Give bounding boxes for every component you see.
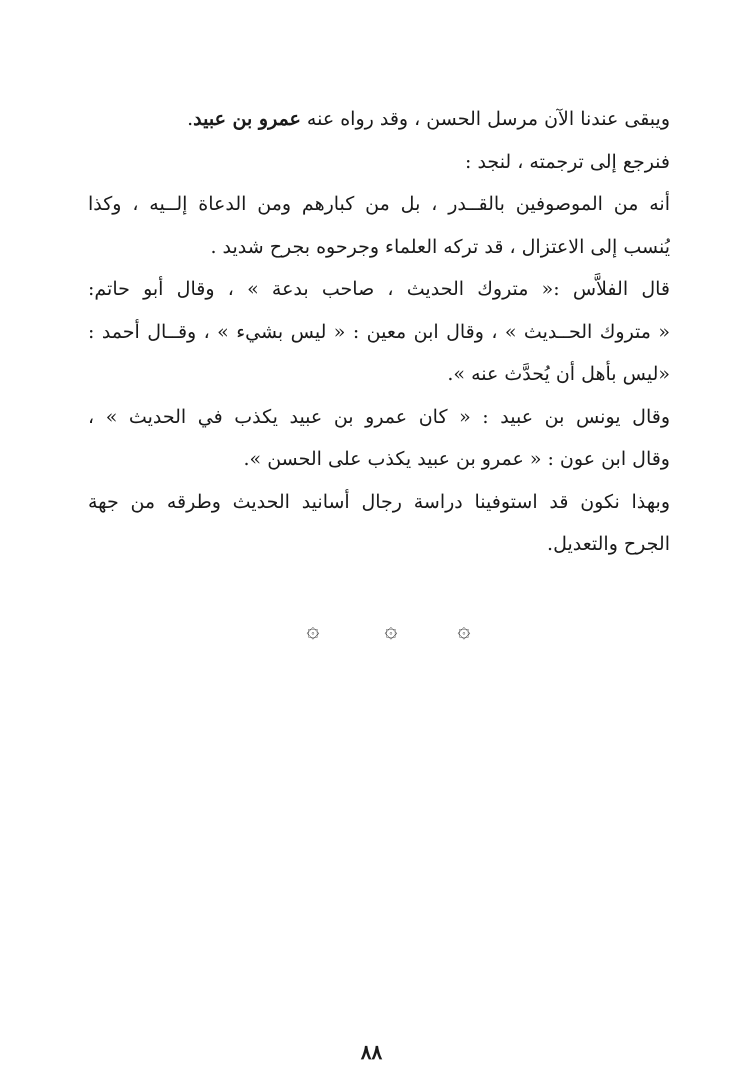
text-line-1: ويبقى عندنا الآن مرسل الحسن ، وقد رواه عنه عمرو بن عبيد. (187, 108, 670, 130)
ornament-icon: ۞ (457, 618, 471, 643)
section-divider (300, 620, 480, 650)
ornament-icon: ۞ (384, 618, 398, 643)
text-line-10: وبهذا نكون قد استوفينا دراسة رجال أسانيد الحديث وطرقه من جهة (88, 490, 670, 513)
text-line-5: قال الفلاَّس :« متروك الحديث ، صاحب بدعة » ، وقال أبو حاتم: (88, 278, 670, 300)
text-line-8: وقال يونس بن عبيد : « كان عمرو بن عبيد يكذب في الحديث » ، (88, 405, 670, 428)
text-line-4: يُنسب إلى الاعتزال ، قد تركه العلماء وجرحوه بجرح شديد . (210, 235, 670, 258)
text-line-2: فنرجع إلى ترجمته ، لنجد : (465, 150, 670, 173)
text-line-9: وقال ابن عون : « عمرو بن عبيد يكذب على الحسن ». (243, 448, 670, 470)
text-line-11: الجرح والتعديل. (547, 533, 670, 555)
text-line-3: أنه من الموصوفين بالقــدر ، بل من كبارهم ومن الدعاة إلــيه ، وكذا (88, 193, 670, 215)
page-number: ٨٨ (360, 1040, 383, 1064)
text-line-6: « متروك الحــديث » ، وقال ابن معين : « ليس بشيء » ، وقــال أحمد : (88, 320, 670, 343)
narrator-name: عمرو بن عبيد (193, 108, 301, 130)
ornament-icon: ۞ (306, 618, 320, 643)
text-line-7: «ليس بأهل أن يُحدَّث عنه ». (447, 363, 670, 385)
body-text (88, 98, 670, 566)
